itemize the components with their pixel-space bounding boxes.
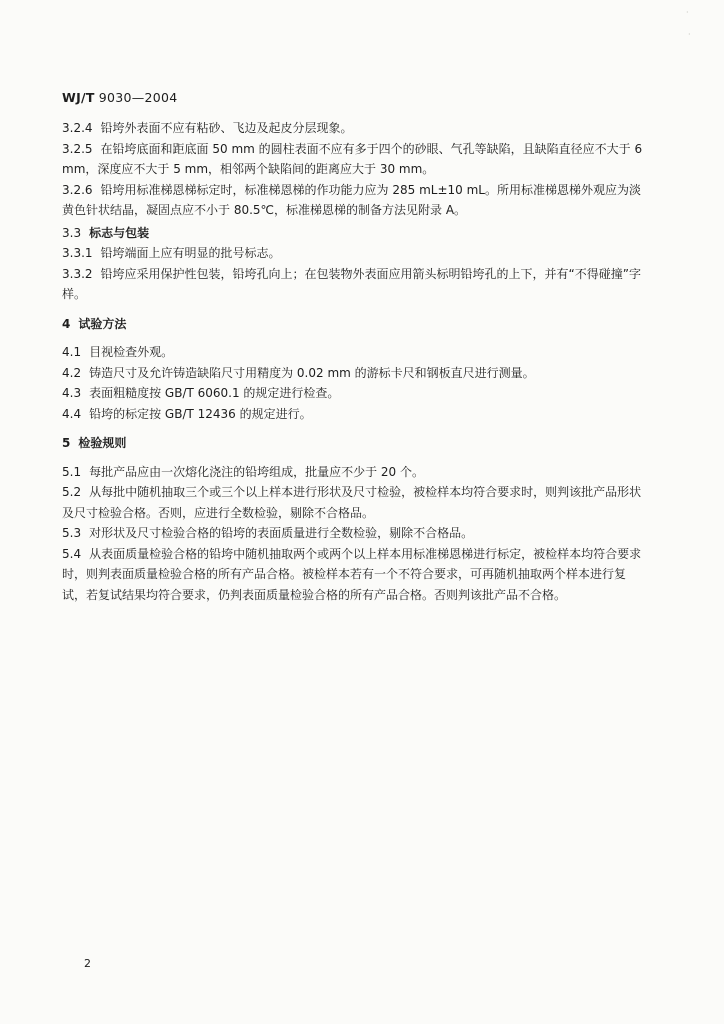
- clause-5-3: 5.3 对形状及尺寸检验合格的铅垮的表面质量进行全数检验，剔除不合格品。: [62, 526, 474, 540]
- section-4-heading: 4 试验方法: [62, 316, 127, 331]
- clause-4-3: 4.3 表面粗糙度按 GB/T 6060.1 的规定进行检查。: [62, 386, 340, 400]
- page-number: 2: [84, 957, 91, 970]
- standard-code: WJ/T: [62, 90, 95, 105]
- clause-5-2: 5.2 从每批中随机抽取三个或三个以上样本进行形状及尺寸检验，被检样本均符合要求时，则判该批产品形状及尺寸检验合格。否则，应进行全数检验，剔除不合格品。: [62, 485, 642, 520]
- standard-header: [62, 90, 178, 105]
- clause-4-1: 4.1 目视检查外观。: [62, 345, 174, 359]
- clause-5-4: 5.4 从表面质量检验合格的铅垮中随机抽取两个或两个以上样本用标准梯恩梯进行标定，被检样本均符合要求时，则判表面质量检验合格的所有产品合格。被检样本若有一个不符合要求，可再随机抽取两个样本进行复试，若复试结果均符合要求，仍判表面质量检验合格的所有产品合格。否则判该批产品不合格。: [62, 546, 642, 602]
- clause-3-3-2: 3.3.2 铅垮应采用保护性包装，铅垮孔向上；在包装物外表面应用箭头标明铅垮孔的上下，并有“不得碰撞”字样。: [62, 266, 641, 301]
- clause-3-3-1: 3.3.1 铅垮端面上应有明显的批号标志。: [62, 246, 281, 260]
- clause-3-2-6: 3.2.6 铅垮用标准梯恩梯标定时，标准梯恩梯的作功能力应为 285 mL±10 mL。所用标准梯恩梯外观应为淡黄色针状结晶，凝固点应不小于 80.5℃，标准梯恩梯的制备方法见附录 A。: [62, 182, 641, 217]
- scan-speck: ·: [688, 30, 691, 39]
- clause-3-2-4: 3.2.4 铅垮外表面不应有粘砂、飞边及起皮分层现象。: [62, 121, 353, 135]
- clause-4-2: 4.2 铸造尺寸及允许铸造缺陷尺寸用精度为 0.02 mm 的游标卡尺和钢板直尺进行测量。: [62, 365, 535, 380]
- clause-3-3-heading: 3.3 标志与包装: [62, 225, 150, 240]
- section-5-heading: 5 检验规则: [62, 436, 127, 450]
- clause-5-1: 5.1 每批产品应由一次熔化浇注的铅垮组成，批量应不少于 20 个。: [62, 464, 424, 479]
- clause-3-2-5: 3.2.5 在铅垮底面和距底面 50 mm 的圆柱表面不应有多于四个的砂眼、气孔等缺陷，且缺陷直径应不大于 6 mm，深度应不大于 5 mm，相邻两个缺陷间的距离应大于 30 mm。: [62, 141, 643, 176]
- document-body: [62, 118, 644, 605]
- standard-number: 9030—2004: [98, 90, 178, 105]
- scan-speck: ·: [686, 8, 689, 17]
- clause-4-4: 4.4 铅垮的标定按 GB/T 12436 的规定进行。: [62, 406, 312, 421]
